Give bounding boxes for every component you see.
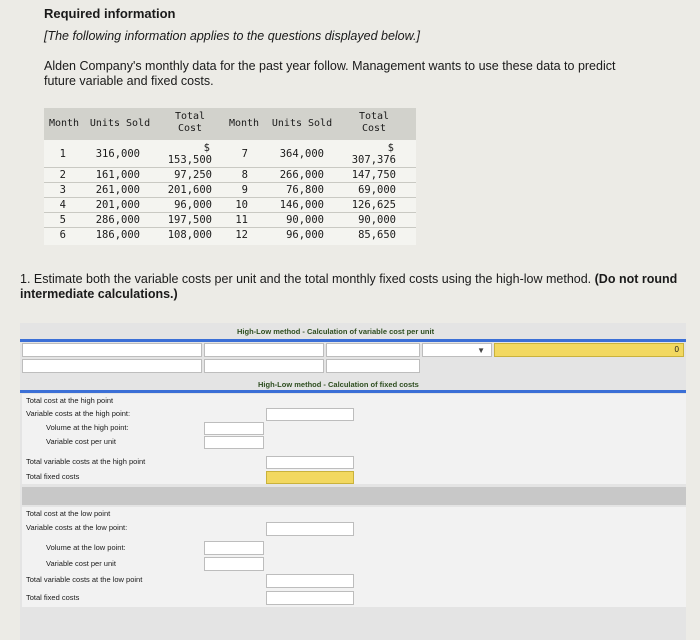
cost-cell: 126,625 <box>351 199 396 211</box>
high-label-volume: Volume at the high point: <box>46 423 129 432</box>
month-cell: 11 <box>235 214 248 226</box>
row-divider <box>44 182 416 183</box>
chevron-down-icon: ▼ <box>477 346 485 355</box>
info-note: [The following information applies to the questions displayed below.] <box>44 29 420 43</box>
intro-text: Alden Company's monthly data for the past year follow. Management wants to use these data to predict future variable and fixed costs. <box>44 59 616 88</box>
result-value: 0 <box>674 345 679 354</box>
row-divider <box>44 167 416 168</box>
high-label-variable-cost-per-unit: Variable cost per unit <box>46 437 116 446</box>
cost-cell: 147,750 <box>351 169 396 181</box>
high-label-total-variable: Total variable costs at the high point <box>26 457 146 466</box>
col-header-month-1: Month <box>48 118 80 129</box>
amount-input[interactable] <box>326 343 420 357</box>
cost-cell: 307,376 <box>351 154 396 166</box>
required-information-title: Required information <box>44 6 176 21</box>
units-cell: 261,000 <box>95 184 140 196</box>
cost-cell: 69,000 <box>358 184 396 196</box>
variable-cost-section-title: High-Low method - Calculation of variable cost per unit <box>237 327 435 336</box>
low-label-total-fixed: Total fixed costs <box>26 593 80 602</box>
units-cell: 316,000 <box>95 148 140 160</box>
month-cell: 1 <box>59 148 66 160</box>
header-rule <box>20 339 686 342</box>
cost-cell: 85,650 <box>358 229 396 241</box>
col-header-cost-1: Total Cost <box>174 111 206 134</box>
units-cell: 201,000 <box>95 199 140 211</box>
volume-input[interactable] <box>204 541 264 555</box>
variable-cost-per-unit-input[interactable] <box>204 557 264 571</box>
high-label-total-cost: Total cost at the high point <box>26 396 114 405</box>
units-cell: 90,000 <box>286 214 324 226</box>
units-cell: 266,000 <box>279 169 324 181</box>
total-variable-costs-input[interactable] <box>266 574 354 588</box>
cost-cell: 201,600 <box>167 184 212 196</box>
currency-sign-2: $ <box>387 142 394 154</box>
col-header-cost-2: Total Cost <box>358 111 390 134</box>
row-divider <box>44 212 416 213</box>
fixed-cost-section-title: High-Low method - Calculation of fixed costs <box>258 380 419 389</box>
amount-input[interactable] <box>204 359 324 373</box>
currency-sign-1: $ <box>203 142 210 154</box>
month-cell: 2 <box>59 169 66 181</box>
low-label-total-cost: Total cost at the low point <box>26 509 111 518</box>
high-label-total-fixed: Total fixed costs <box>26 472 80 481</box>
month-cell: 7 <box>241 148 248 160</box>
month-cell: 9 <box>241 184 248 196</box>
cost-cell: 90,000 <box>358 214 396 226</box>
month-cell: 6 <box>59 229 66 241</box>
month-cell: 5 <box>59 214 66 226</box>
row-divider <box>44 197 416 198</box>
low-label-total-variable: Total variable costs at the low point <box>26 575 143 584</box>
cost-cell: 96,000 <box>174 199 212 211</box>
section-divider <box>22 487 686 505</box>
col-header-month-2: Month <box>228 118 260 129</box>
cost-cell: 108,000 <box>167 229 212 241</box>
question-1 <box>20 272 690 302</box>
units-cell: 286,000 <box>95 214 140 226</box>
label-input[interactable] <box>22 359 202 373</box>
variable-costs-input[interactable] <box>266 522 354 536</box>
unit-select[interactable] <box>422 343 492 357</box>
amount-input[interactable] <box>326 359 420 373</box>
month-cell: 10 <box>235 199 248 211</box>
low-label-variable-costs: Variable costs at the low point: <box>26 523 128 532</box>
low-label-volume: Volume at the low point: <box>46 543 126 552</box>
total-variable-costs-input[interactable] <box>266 456 354 469</box>
label-input[interactable] <box>22 343 202 357</box>
month-cell: 4 <box>59 199 66 211</box>
col-header-units-2: Units Sold <box>271 118 333 129</box>
high-label-variable-costs: Variable costs at the high point: <box>26 409 131 418</box>
total-fixed-costs-answer[interactable] <box>266 471 354 484</box>
question-bold-note: (Do not round intermediate calculations.) <box>20 272 678 301</box>
question-text: 1. Estimate both the variable costs per unit and the total monthly fixed costs using the high-low method. <box>20 272 592 286</box>
cost-cell: 197,500 <box>167 214 212 226</box>
cost-cell: 153,500 <box>167 154 212 166</box>
units-cell: 364,000 <box>279 148 324 160</box>
variable-costs-input[interactable] <box>266 408 354 421</box>
header-rule <box>20 390 686 393</box>
units-cell: 161,000 <box>95 169 140 181</box>
month-cell: 12 <box>235 229 248 241</box>
month-cell: 3 <box>59 184 66 196</box>
variable-cost-per-unit-input[interactable] <box>204 436 264 449</box>
volume-input[interactable] <box>204 422 264 435</box>
units-cell: 76,800 <box>286 184 324 196</box>
row-divider <box>44 227 416 228</box>
cost-cell: 97,250 <box>174 169 212 181</box>
units-cell: 96,000 <box>286 229 324 241</box>
total-fixed-costs-input[interactable] <box>266 591 354 605</box>
answer-cell[interactable] <box>494 343 684 357</box>
month-cell: 8 <box>241 169 248 181</box>
amount-input[interactable] <box>204 343 324 357</box>
low-label-variable-cost-per-unit: Variable cost per unit <box>46 559 116 568</box>
col-header-units-1: Units Sold <box>89 118 151 129</box>
units-cell: 186,000 <box>95 229 140 241</box>
units-cell: 146,000 <box>279 199 324 211</box>
